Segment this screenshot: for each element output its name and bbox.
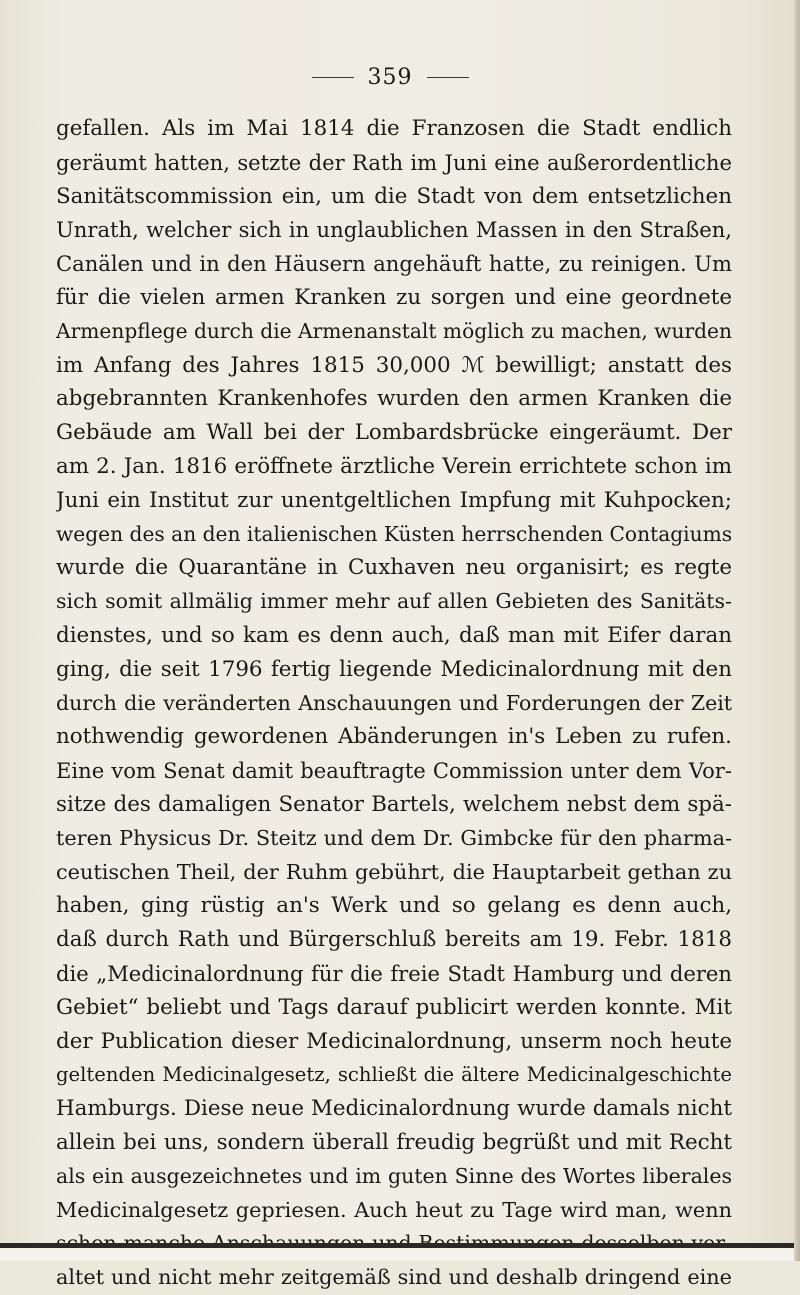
- text-line: daß durch Rath und Bürgerschluß bereits am 19. Febr. 1818: [56, 927, 732, 953]
- text-line: der Publication dieser Medicinalordnung, unserm noch heute: [56, 1028, 732, 1054]
- text-line: sitze des damaligen Senator Bartels, welchem nebst dem spä-: [56, 791, 732, 817]
- page-number: 359: [367, 64, 413, 90]
- bottom-margin: [0, 1248, 800, 1261]
- text-line: haben, ging rüstig an's Werk und so gelang es denn auch,: [56, 893, 732, 919]
- text-line: ging, die seit 1796 fertig liegende Medicinalordnung mit den: [56, 656, 732, 682]
- text-line: gefallen. Als im Mai 1814 die Franzosen die Stadt endlich: [56, 116, 732, 141]
- text-line: im Anfang des Jahres 1815 30,000 ℳ bewilligt; anstatt des: [56, 352, 732, 378]
- text-line: ceutischen Theil, der Ruhm gebührt, die Hauptarbeit gethan zu: [56, 859, 732, 884]
- text-line: allein bei uns, sondern überall freudig begrüßt und mit Recht: [56, 1129, 732, 1155]
- text-line: Juni ein Institut zur unentgeltlichen Impfung mit Kuhpocken;: [56, 487, 732, 513]
- text-line: nothwendig gewordenen Abänderungen in's Leben zu rufen.: [56, 724, 732, 750]
- page-header: [290, 62, 490, 92]
- text-line: Armenpflege durch die Armenanstalt möglich zu machen, wurden: [56, 318, 732, 343]
- text-line: die „Medicinalordnung für die freie Stadt Hamburg und deren: [56, 960, 732, 986]
- text-line: durch die veränderten Anschauungen und Forderungen der Zeit: [56, 690, 732, 715]
- text-line: altet und nicht mehr zeitgemäß sind und deshalb dringend eine: [56, 1265, 732, 1290]
- text-line: teren Physicus Dr. Steitz und dem Dr. Gimbcke für den pharma-: [56, 825, 732, 850]
- text-line: am 2. Jan. 1816 eröffnete ärztliche Verein errichtete schon im: [56, 453, 732, 479]
- text-line: für die vielen armen Kranken zu sorgen und eine geordnete: [56, 284, 732, 310]
- text-line: Canälen und in den Häusern angehäuft hatte, zu reinigen. Um: [56, 251, 732, 277]
- text-line: abgebrannten Krankenhofes wurden den armen Kranken die: [56, 386, 732, 412]
- text-line: wegen des an den italienischen Küsten herrschenden Contagiums: [56, 521, 732, 546]
- page-edge-shadow: [794, 0, 800, 1261]
- text-line: sich somit allmälig immer mehr auf allen Gebieten des Sanitäts-: [56, 589, 732, 614]
- header-rule-left: [312, 77, 354, 78]
- header-rule-right: [427, 77, 469, 78]
- text-line: Medicinalgesetz gepriesen. Auch heut zu Tage wird man, wenn: [56, 1197, 732, 1222]
- text-line: als ein ausgezeichnetes und im guten Sinne des Wortes liberales: [56, 1163, 732, 1188]
- text-line: geltenden Medicinalgesetz, schließt die ältere Medicinalgeschichte: [56, 1063, 732, 1087]
- text-line: Hamburgs. Diese neue Medicinalordnung wurde damals nicht: [56, 1096, 732, 1122]
- text-line: Sanitätscommission ein, um die Stadt von dem entsetzlichen: [56, 183, 732, 209]
- text-line: Unrath, welcher sich in unglaublichen Massen in den Straßen,: [56, 217, 732, 243]
- text-line: Eine vom Senat damit beauftragte Commission unter dem Vor-: [56, 758, 732, 784]
- text-line: geräumt hatten, setzte der Rath im Juni eine außerordentliche: [56, 149, 732, 175]
- text-line: dienstes, und so kam es denn auch, daß man mit Eifer daran: [56, 622, 732, 648]
- text-line: wurde die Quarantäne in Cuxhaven neu organisirt; es regte: [56, 555, 732, 581]
- text-line: Gebäude am Wall bei der Lombardsbrücke eingeräumt. Der: [56, 420, 732, 446]
- text-line: Gebiet“ beliebt und Tags darauf publicirt werden konnte. Mit: [56, 994, 732, 1020]
- body-text: [56, 112, 732, 1295]
